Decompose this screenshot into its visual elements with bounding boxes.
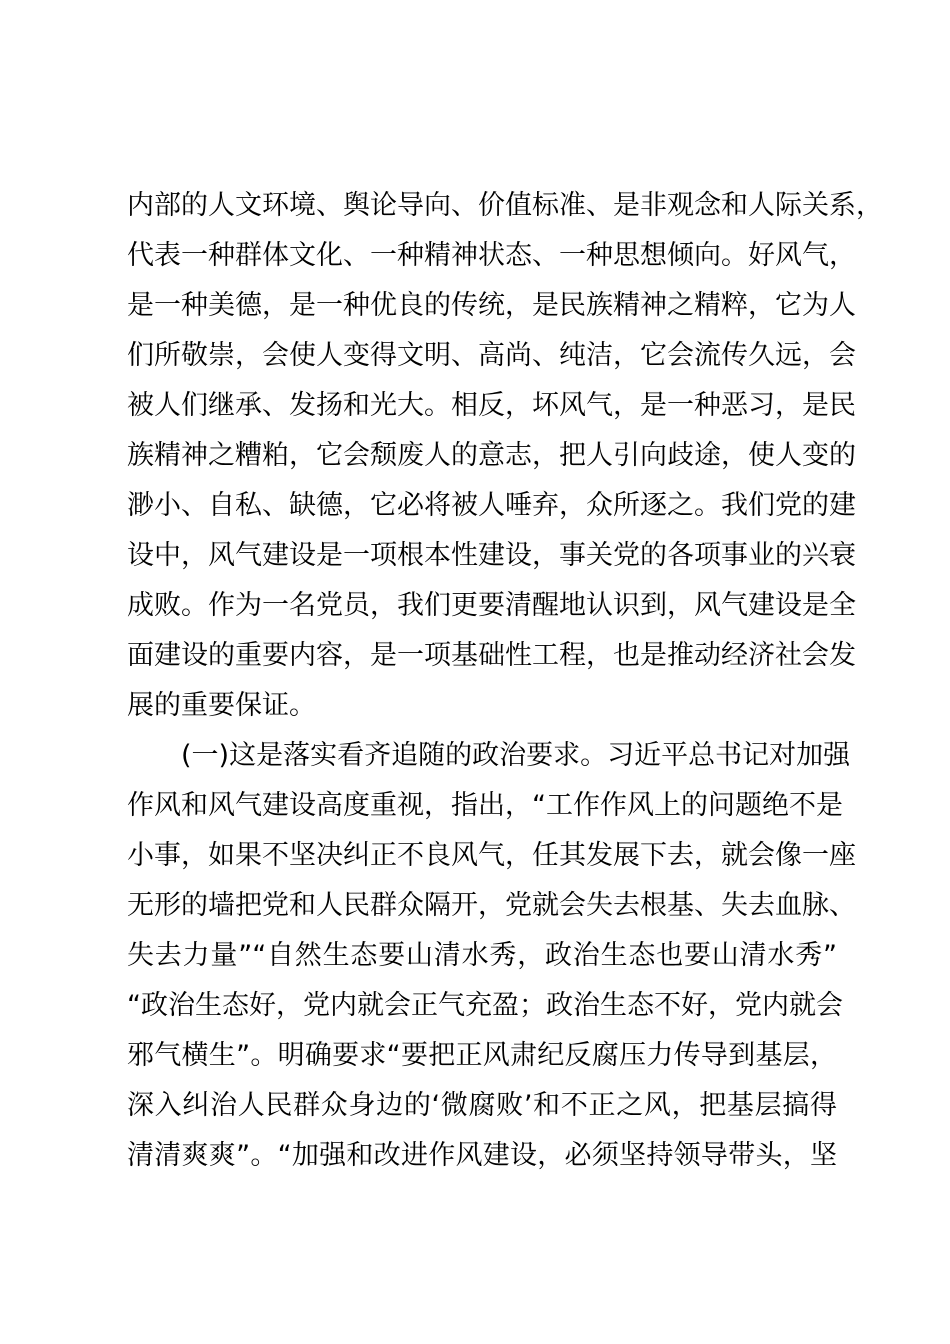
paragraph-1-line-9: 成败。作为一名党员，我们更要清醒地认识到，风气建设是全 — [127, 590, 856, 621]
paragraph-2-line-3: 小事，如果不坚决纠正不良风气，任其发展下去，就会像一座 — [127, 840, 856, 871]
paragraph-1-line-3: 是一种美德，是一种优良的传统，是民族精神之精粹，它为人 — [127, 290, 856, 321]
paragraph-1-line-5: 被人们继承、发扬和光大。相反，坏风气，是一种恶习，是民 — [127, 390, 856, 421]
paragraph-1-line-11: 展的重要保证。 — [127, 690, 316, 721]
paragraph-1-line-7: 渺小、自私、缺德，它必将被人唾弃，众所逐之。我们党的建 — [127, 490, 856, 521]
paragraph-2-line-1: (一)这是落实看齐追随的政治要求。习近平总书记对加强 — [181, 740, 851, 771]
paragraph-2-line-8: 深入纠治人民群众身边的‘微腐败’和不正之风，把基层搞得 — [127, 1090, 837, 1121]
paragraph-2-line-6: “政治生态好，党内就会正气充盈；政治生态不好，党内就会 — [127, 990, 843, 1021]
body-text — [127, 181, 883, 1181]
paragraph-2-line-2: 作风和风气建设高度重视，指出，“工作作风上的问题绝不是 — [127, 790, 843, 821]
paragraph-1-line-2: 代表一种群体文化、一种精神状态、一种思想倾向。好风气， — [127, 240, 856, 271]
paragraph-2-line-7: 邪气横生”。明确要求“要把正风肃纪反腐压力传导到基层， — [127, 1040, 837, 1071]
paragraph-2-line-4: 无形的墙把党和人民群众隔开，党就会失去根基、失去血脉、 — [127, 890, 856, 921]
paragraph-1-line-4: 们所敬崇，会使人变得文明、高尚、纯洁，它会流传久远，会 — [127, 340, 856, 371]
paragraph-2-line-5: 失去力量”“自然生态要山清水秀，政治生态也要山清水秀” — [127, 940, 837, 971]
paragraph-1-line-10: 面建设的重要内容，是一项基础性工程，也是推动经济社会发 — [127, 640, 856, 671]
paragraph-1-line-8: 设中，风气建设是一项根本性建设，事关党的各项事业的兴衰 — [127, 540, 856, 571]
paragraph-1-line-6: 族精神之糟粕，它会颓废人的意志，把人引向歧途，使人变的 — [127, 440, 856, 471]
paragraph-2-line-9: 清清爽爽”。“加强和改进作风建设，必须坚持领导带头，坚 — [127, 1140, 837, 1171]
paragraph-1-line-1: 内部的人文环境、舆论导向、价值标准、是非观念和人际关系， — [127, 190, 883, 221]
